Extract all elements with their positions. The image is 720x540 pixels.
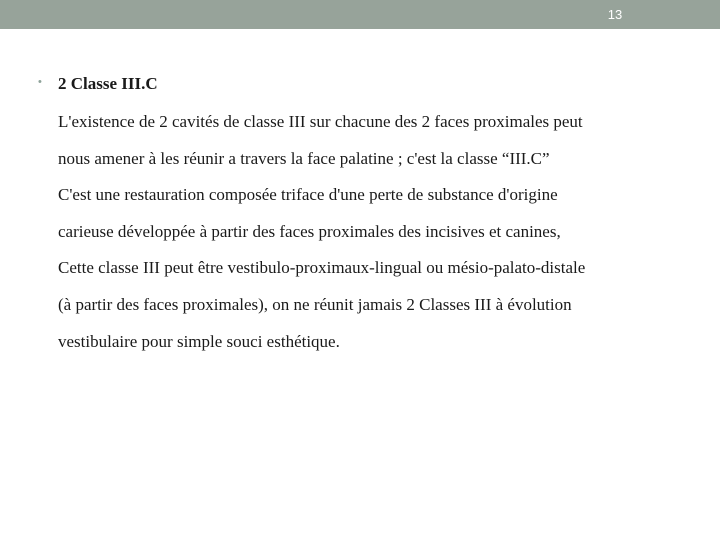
body-line: nous amener à les réunir a travers la face palatine ; c'est la classe “III.C” — [58, 148, 550, 168]
header-bar — [0, 0, 720, 29]
body-line: (à partir des faces proximales), on ne réunit jamais 2 Classes III à évolution — [58, 294, 572, 314]
body-text — [58, 112, 698, 368]
body-line: carieuse développée à partir des faces proximales des incisives et canines, — [58, 221, 561, 241]
body-line: L'existence de 2 cavités de classe III sur chacune des 2 faces proximales peut — [58, 112, 583, 131]
body-line: C'est une restauration composée triface d'une perte de substance d'origine — [58, 185, 558, 205]
body-line: Cette classe III peut être vestibulo-proximaux-lingual ou mésio-palato-distale — [58, 258, 586, 278]
bullet-heading-row — [38, 74, 698, 102]
slide-number: 13 — [607, 7, 623, 22]
slide-content — [38, 74, 698, 351]
bullet-icon: • — [38, 76, 42, 88]
section-heading: 2 Classe III.C — [58, 74, 158, 93]
body-line: vestibulaire pour simple souci esthétique. — [58, 331, 340, 351]
